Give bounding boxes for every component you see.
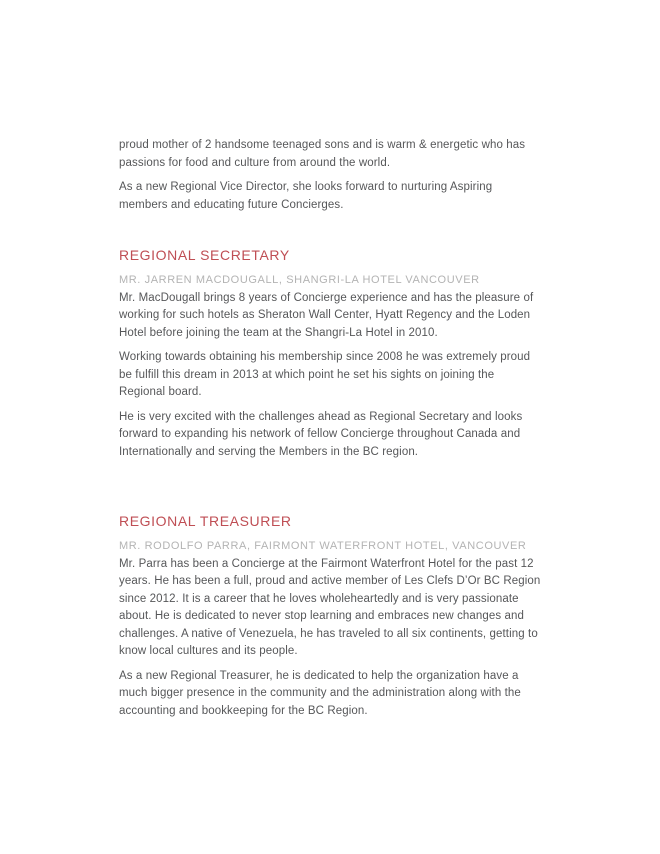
bio-paragraph: Working towards obtaining his membership since 2008 he was extremely proud be fulfill this dream in 2013 at which point he set his sights on joining the Regional board.: [119, 351, 531, 398]
bio-paragraph: As a new Regional Treasurer, he is dedicated to help the organization have a much bigger presence in the community and the administration along with the accounting and bookkeeping for the BC Region.: [119, 669, 521, 717]
bio-paragraph: Mr. MacDougall brings 8 years of Concierge experience and has the pleasure of working for such hotels as Sheraton Wall Center, Hyatt Regency and the Loden Hotel before joining the team at the Shangri-La Hotel in 2010.: [119, 291, 534, 339]
page-content: [119, 137, 541, 720]
section-subheading-member-name: MR. RODOLFO PARRA, FAIRMONT WATERFRONT HOTEL, VANCOUVER: [119, 540, 527, 552]
section-heading-regional-treasurer: REGIONAL TREASURER: [119, 513, 292, 529]
section-regional-treasurer: [119, 512, 541, 720]
section-regional-secretary: [119, 246, 541, 461]
intro-paragraph: proud mother of 2 handsome teenaged sons and is warm & energetic who has passions for food and culture from around the world.: [119, 139, 526, 169]
intro-paragraph: As a new Regional Vice Director, she looks forward to nurturing Aspiring members and educating future Concierges.: [119, 181, 493, 211]
bio-paragraph: He is very excited with the challenges ahead as Regional Secretary and looks forward to expanding his network of fellow Concierge throughout Canada and Internationally and serving the Members in the BC region.: [119, 410, 523, 458]
section-subheading-member-name: MR. JARREN MACDOUGALL, SHANGRI-LA HOTEL VANCOUVER: [119, 274, 480, 286]
bio-paragraph: Mr. Parra has been a Concierge at the Fairmont Waterfront Hotel for the past 12 years. He has been a full, proud and active member of Les Clefs D’Or BC Region since 2012. It is a career that he loves wholeheartedly and is very passionate about. He is dedicated to never stop learning and embraces new changes and challenges. A native of Venezuela, he has traveled to all six continents, getting to know local cultures and its people.: [119, 557, 541, 657]
section-heading-regional-secretary: REGIONAL SECRETARY: [119, 247, 290, 263]
